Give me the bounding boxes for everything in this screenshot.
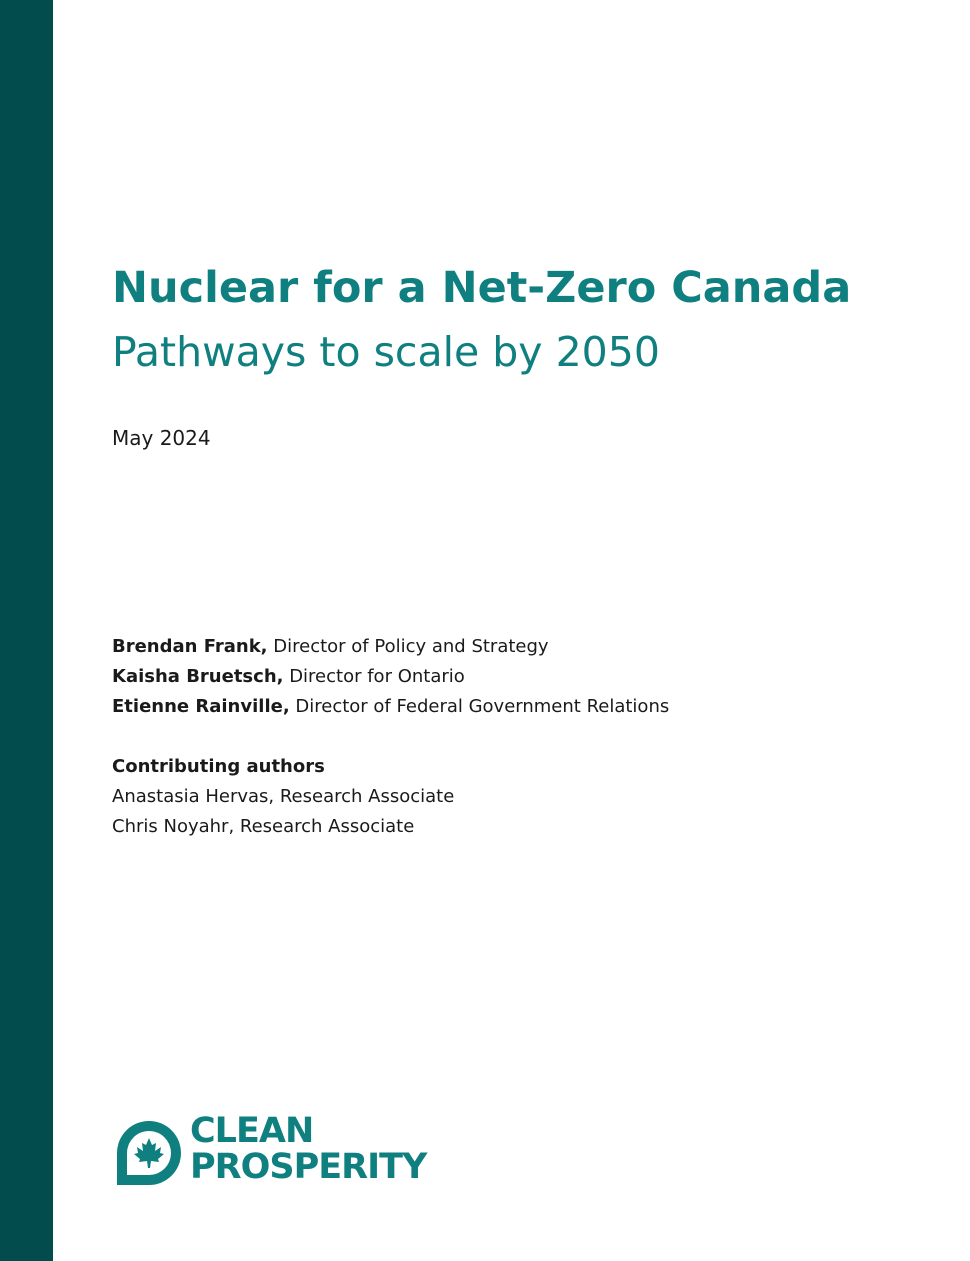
author-list	[112, 632, 669, 722]
contributing-author-item: Chris Noyahr, Research Associate	[112, 816, 415, 837]
logo-line-clean: CLEAN	[190, 1111, 314, 1151]
document-subtitle: Pathways to scale by 2050	[112, 328, 660, 376]
logo-line-prosperity: PROSPERITY	[190, 1147, 427, 1187]
document-title: Nuclear for a Net-Zero Canada	[112, 263, 852, 313]
publication-date: May 2024	[112, 426, 211, 450]
author-name: Brendan Frank,	[112, 636, 268, 657]
author-role: Director of Policy and Strategy	[267, 636, 549, 657]
maple-leaf-speech-bubble-icon	[114, 1118, 184, 1188]
contributing-heading: Contributing authors	[112, 756, 325, 777]
clean-prosperity-logo	[114, 1111, 444, 1190]
author-role: Director for Ontario	[283, 666, 465, 687]
author-role: Director of Federal Government Relations	[289, 696, 670, 717]
logo-wordmark	[190, 1111, 427, 1187]
author-name: Kaisha Bruetsch,	[112, 666, 284, 687]
author-item	[112, 632, 669, 662]
author-item	[112, 662, 669, 692]
sidebar-bar	[0, 0, 53, 1261]
author-name: Etienne Rainville,	[112, 696, 290, 717]
contributing-author-item: Anastasia Hervas, Research Associate	[112, 786, 455, 807]
author-item	[112, 692, 669, 722]
contributing-authors	[112, 752, 454, 842]
